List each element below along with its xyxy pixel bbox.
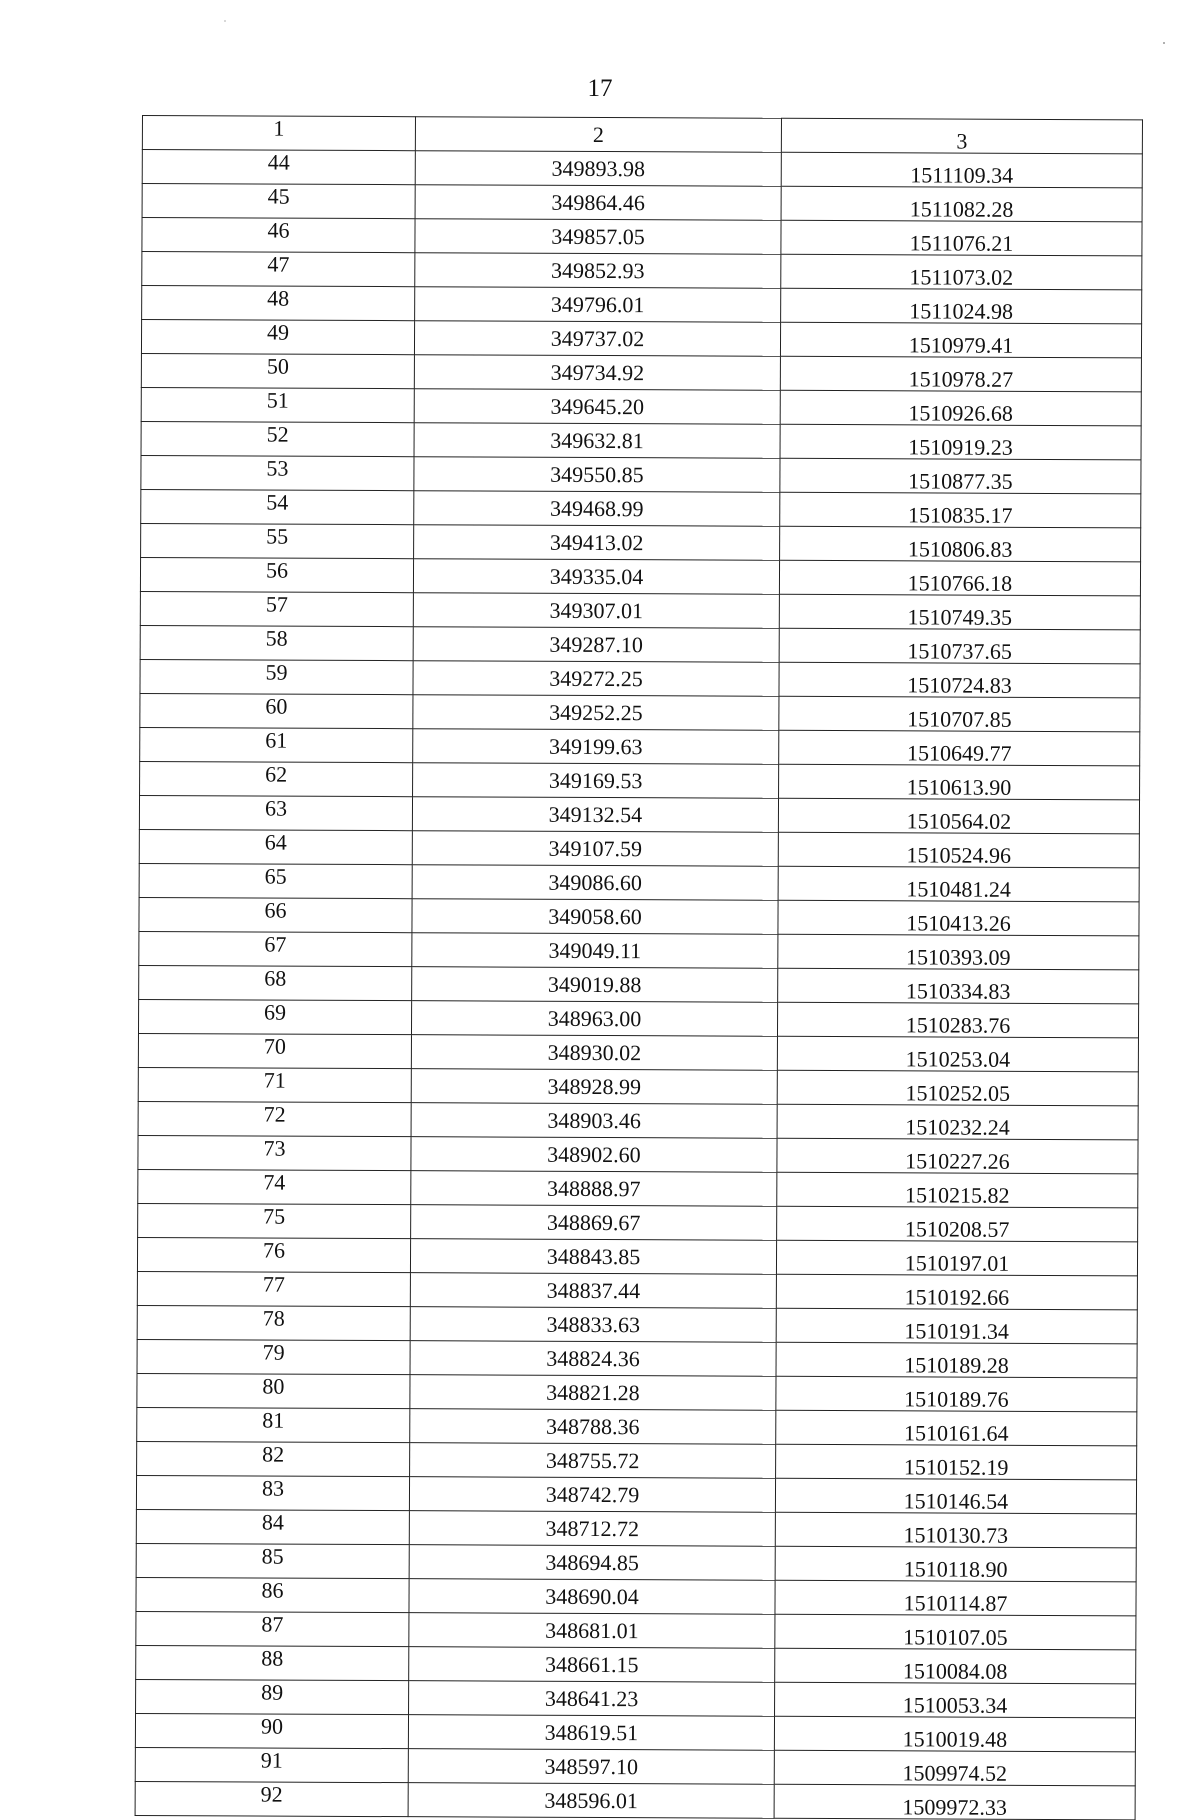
table-row [135,1713,1135,1751]
y-coordinate-cell: 1510979.41 [780,322,1141,358]
x-coordinate-cell: 349737.02 [414,321,780,357]
point-number-cell: 44 [142,150,415,185]
x-coordinate-cell: 348681.01 [409,1613,775,1649]
x-coordinate-cell: 349252.25 [413,695,779,731]
x-coordinate-cell: 348690.04 [409,1579,775,1615]
x-coordinate-cell: 348788.36 [410,1409,776,1445]
point-number-cell: 71 [138,1067,411,1102]
x-coordinate-cell: 348930.02 [411,1035,777,1071]
y-coordinate-cell: 1510227.26 [777,1138,1138,1174]
point-number-cell: 77 [137,1271,410,1306]
page-number: 17 [587,75,613,102]
y-coordinate-cell: 1510766.18 [779,560,1140,596]
x-coordinate-cell: 348902.60 [411,1137,777,1173]
x-coordinate-cell: 349632.81 [414,423,780,459]
y-coordinate-cell: 1510919.23 [780,424,1141,460]
table-row [141,387,1141,425]
x-coordinate-cell: 348833.63 [410,1307,776,1343]
y-coordinate-cell: 1510253.04 [777,1036,1138,1072]
x-coordinate-cell: 349107.59 [412,831,778,867]
table-row [141,353,1141,391]
point-number-cell: 52 [141,421,414,456]
table-row [142,184,1142,222]
x-coordinate-cell: 349550.85 [414,457,780,493]
point-number-cell: 63 [139,795,412,830]
point-number-cell: 62 [140,761,413,796]
point-number-cell: 48 [142,286,415,321]
y-coordinate-cell: 1510252.05 [777,1070,1138,1106]
point-number-cell: 90 [135,1713,408,1748]
coordinates-table [135,115,1143,1820]
y-coordinate-cell: 1511082.28 [781,186,1142,222]
x-coordinate-cell: 348742.79 [409,1477,775,1513]
table-row [141,489,1141,527]
y-coordinate-cell: 1509974.52 [774,1750,1135,1786]
point-number-cell: 75 [138,1203,411,1238]
table-row [140,727,1140,765]
y-coordinate-cell: 1510724.83 [779,662,1140,698]
y-coordinate-cell: 1510649.77 [779,730,1140,766]
column-header-3: 3 [781,118,1142,154]
x-coordinate-cell: 348821.28 [410,1375,776,1411]
x-coordinate-cell: 348963.00 [411,1001,777,1037]
x-coordinate-cell: 349893.98 [415,151,781,187]
x-coordinate-cell: 348661.15 [409,1647,775,1683]
point-number-cell: 87 [136,1611,409,1646]
y-coordinate-cell: 1510019.48 [774,1716,1135,1752]
y-coordinate-cell: 1510189.76 [776,1376,1137,1412]
y-coordinate-cell: 1510978.27 [780,356,1141,392]
x-coordinate-cell: 349857.05 [415,219,781,255]
table-row [137,1407,1137,1445]
y-coordinate-cell: 1510114.87 [775,1580,1136,1616]
table-row [139,897,1139,935]
x-coordinate-cell: 349335.04 [413,559,779,595]
x-coordinate-cell: 349468.99 [414,491,780,527]
point-number-cell: 89 [136,1679,409,1714]
point-number-cell: 92 [135,1781,408,1816]
x-coordinate-cell: 348641.23 [409,1681,775,1717]
y-coordinate-cell: 1510152.19 [776,1444,1137,1480]
scan-speck [1163,42,1165,44]
table-row [136,1509,1136,1547]
table-header-row [142,116,1142,154]
x-coordinate-cell: 349287.10 [413,627,779,663]
coordinates-table-body [135,116,1142,1820]
table-row [138,1033,1138,1071]
y-coordinate-cell: 1510524.96 [778,832,1139,868]
point-number-cell: 59 [140,659,413,694]
table-row [138,1135,1138,1173]
y-coordinate-cell: 1510232.24 [777,1104,1138,1140]
point-number-cell: 66 [139,897,412,932]
point-number-cell: 85 [136,1543,409,1578]
x-coordinate-cell: 349307.01 [413,593,779,629]
point-number-cell: 68 [139,965,412,1000]
x-coordinate-cell: 349199.63 [413,729,779,765]
point-number-cell: 84 [136,1509,409,1544]
point-number-cell: 73 [138,1135,411,1170]
point-number-cell: 72 [138,1101,411,1136]
y-coordinate-cell: 1510707.85 [779,696,1140,732]
x-coordinate-cell: 348619.51 [408,1715,774,1751]
y-coordinate-cell: 1510481.24 [778,866,1139,902]
x-coordinate-cell: 349058.60 [412,899,778,935]
y-coordinate-cell: 1510334.83 [778,968,1139,1004]
table-row [140,761,1140,799]
table-row [137,1339,1137,1377]
point-number-cell: 74 [138,1169,411,1204]
table-row [136,1543,1136,1581]
table-row [138,999,1138,1037]
point-number-cell: 79 [137,1339,410,1374]
table-row [142,252,1142,290]
scan-speck [224,20,226,22]
table-row [138,1169,1138,1207]
table-row [136,1611,1136,1649]
table-row [136,1645,1136,1683]
x-coordinate-cell: 348843.85 [410,1239,776,1275]
table-row [140,591,1140,629]
table-row [140,693,1140,731]
x-coordinate-cell: 348596.01 [408,1783,774,1819]
point-number-cell: 76 [137,1237,410,1272]
table-row [141,523,1141,561]
y-coordinate-cell: 1510835.17 [780,492,1141,528]
table-row [139,931,1139,969]
point-number-cell: 88 [136,1645,409,1680]
x-coordinate-cell: 349019.88 [412,967,778,1003]
y-coordinate-cell: 1510926.68 [780,390,1141,426]
table-row [142,150,1142,188]
y-coordinate-cell: 1510393.09 [778,934,1139,970]
y-coordinate-cell: 1510107.05 [775,1614,1136,1650]
table-row [141,455,1141,493]
point-number-cell: 78 [137,1305,410,1340]
point-number-cell: 60 [140,693,413,728]
column-header-1: 1 [142,116,415,151]
table-row [139,829,1139,867]
point-number-cell: 69 [138,999,411,1034]
y-coordinate-cell: 1510806.83 [780,526,1141,562]
y-coordinate-cell: 1510197.01 [776,1240,1137,1276]
table-row [139,863,1139,901]
table-row [137,1237,1137,1275]
table-row [140,625,1140,663]
point-number-cell: 82 [137,1441,410,1476]
x-coordinate-cell: 349132.54 [412,797,778,833]
y-coordinate-cell: 1510413.26 [778,900,1139,936]
y-coordinate-cell: 1510192.66 [776,1274,1137,1310]
table-row [142,218,1142,256]
x-coordinate-cell: 349086.60 [412,865,778,901]
y-coordinate-cell: 1511073.02 [781,254,1142,290]
x-coordinate-cell: 349796.01 [415,287,781,323]
table-row [142,286,1142,324]
point-number-cell: 58 [140,625,413,660]
point-number-cell: 80 [137,1373,410,1408]
point-number-cell: 51 [141,387,414,422]
y-coordinate-cell: 1510189.28 [776,1342,1137,1378]
table-row [138,1067,1138,1105]
y-coordinate-cell: 1510161.64 [776,1410,1137,1446]
table-row [136,1475,1136,1513]
table-row [136,1679,1136,1717]
x-coordinate-cell: 349272.25 [413,661,779,697]
point-number-cell: 61 [140,727,413,762]
x-coordinate-cell: 348712.72 [409,1511,775,1547]
point-number-cell: 83 [136,1475,409,1510]
point-number-cell: 91 [135,1747,408,1782]
table-row [138,1101,1138,1139]
table-row [137,1271,1137,1309]
x-coordinate-cell: 348928.99 [411,1069,777,1105]
x-coordinate-cell: 348869.67 [411,1205,777,1241]
point-number-cell: 81 [137,1407,410,1442]
x-coordinate-cell: 349049.11 [412,933,778,969]
table-row [137,1441,1137,1479]
y-coordinate-cell: 1510877.35 [780,458,1141,494]
point-number-cell: 55 [141,523,414,558]
table-row [140,557,1140,595]
table-row [137,1305,1137,1343]
table-row [141,421,1141,459]
table-row [138,1203,1138,1241]
y-coordinate-cell: 1510749.35 [779,594,1140,630]
y-coordinate-cell: 1510737.65 [779,628,1140,664]
x-coordinate-cell: 349852.93 [415,253,781,289]
table-row [137,1373,1137,1411]
point-number-cell: 47 [142,252,415,287]
y-coordinate-cell: 1511024.98 [781,288,1142,324]
table-row [135,1781,1135,1819]
point-number-cell: 65 [139,863,412,898]
x-coordinate-cell: 348888.97 [411,1171,777,1207]
y-coordinate-cell: 1510084.08 [775,1648,1136,1684]
table-row [139,795,1139,833]
x-coordinate-cell: 348755.72 [410,1443,776,1479]
point-number-cell: 67 [139,931,412,966]
y-coordinate-cell: 1510283.76 [777,1002,1138,1038]
y-coordinate-cell: 1510613.90 [779,764,1140,800]
y-coordinate-cell: 1510053.34 [775,1682,1136,1718]
table-row [135,1747,1135,1785]
y-coordinate-cell: 1511076.21 [781,220,1142,256]
y-coordinate-cell: 1510118.90 [775,1546,1136,1582]
x-coordinate-cell: 349645.20 [414,389,780,425]
x-coordinate-cell: 349734.92 [414,355,780,391]
point-number-cell: 46 [142,218,415,253]
point-number-cell: 57 [140,591,413,626]
point-number-cell: 64 [139,829,412,864]
point-number-cell: 56 [140,557,413,592]
x-coordinate-cell: 348824.36 [410,1341,776,1377]
point-number-cell: 54 [141,489,414,524]
point-number-cell: 49 [141,320,414,355]
y-coordinate-cell: 1511109.34 [781,152,1142,188]
table-row [139,965,1139,1003]
x-coordinate-cell: 348837.44 [410,1273,776,1309]
table-row [136,1577,1136,1615]
point-number-cell: 70 [138,1033,411,1068]
y-coordinate-cell: 1510130.73 [775,1512,1136,1548]
x-coordinate-cell: 349169.53 [413,763,779,799]
y-coordinate-cell: 1510146.54 [775,1478,1136,1514]
x-coordinate-cell: 348903.46 [411,1103,777,1139]
y-coordinate-cell: 1509972.33 [774,1784,1135,1820]
table-row [141,320,1141,358]
y-coordinate-cell: 1510191.34 [776,1308,1137,1344]
table-row [140,659,1140,697]
y-coordinate-cell: 1510215.82 [777,1172,1138,1208]
point-number-cell: 86 [136,1577,409,1612]
y-coordinate-cell: 1510208.57 [777,1206,1138,1242]
point-number-cell: 45 [142,184,415,219]
x-coordinate-cell: 349413.02 [414,525,780,561]
x-coordinate-cell: 348597.10 [408,1749,774,1785]
x-coordinate-cell: 349864.46 [415,185,781,221]
x-coordinate-cell: 348694.85 [409,1545,775,1581]
point-number-cell: 50 [141,353,414,388]
column-header-2: 2 [415,117,781,153]
point-number-cell: 53 [141,455,414,490]
y-coordinate-cell: 1510564.02 [778,798,1139,834]
